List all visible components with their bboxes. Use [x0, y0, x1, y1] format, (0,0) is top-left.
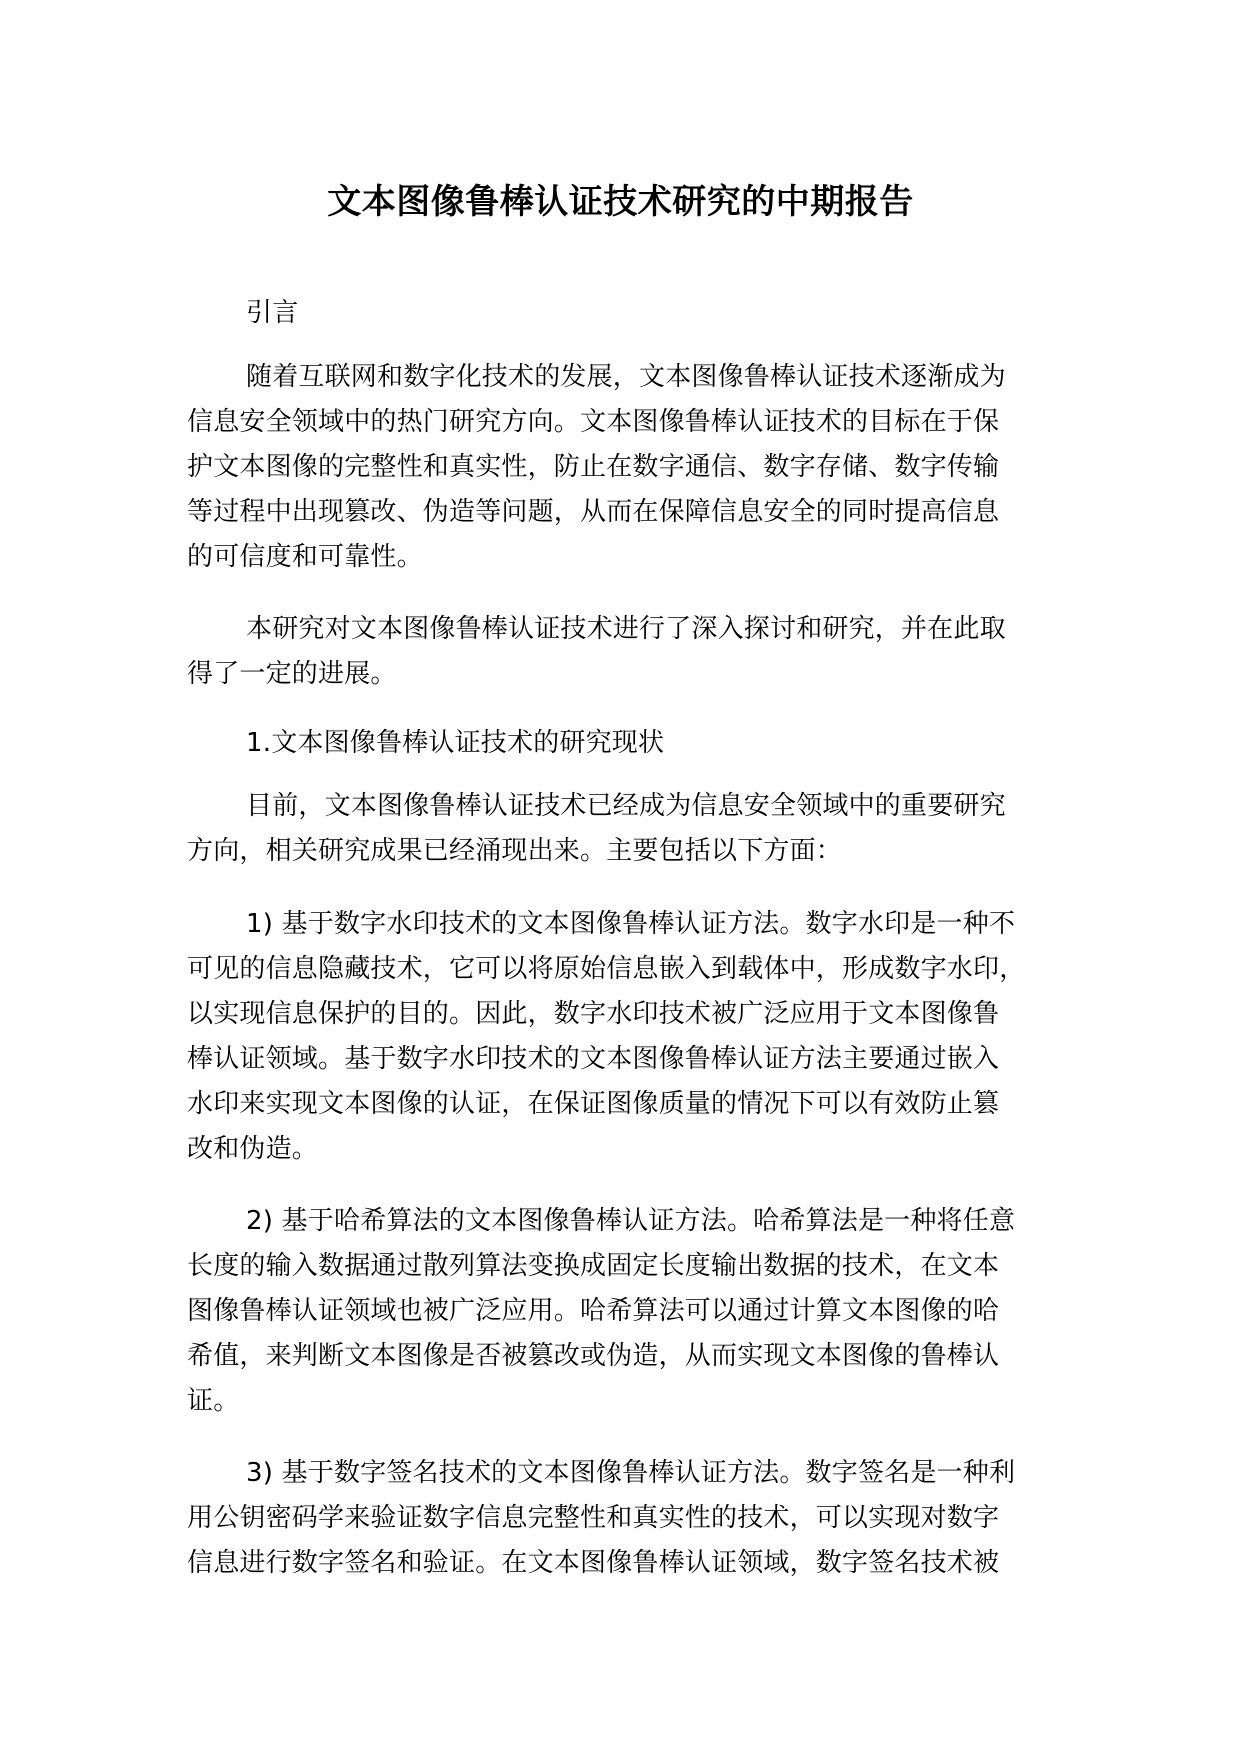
list-item-line: 用公钥密码学来验证数字信息完整性和真实性的技术，可以实现对数字: [187, 1503, 1000, 1533]
list-item-line: 棒认证领域。基于数字水印技术的文本图像鲁棒认证方法主要通过嵌入: [187, 1044, 1000, 1074]
list-item-line: 证。: [187, 1386, 240, 1416]
list-item-line: 可见的信息隐藏技术，它可以将原始信息嵌入到载体中，形成数字水印，: [187, 954, 1026, 984]
list-item-line: 3) 基于数字签名技术的文本图像鲁棒认证方法。数字签名是一种利: [246, 1458, 1016, 1488]
paragraph-line: 随着互联网和数字化技术的发展，文本图像鲁棒认证技术逐渐成为: [246, 362, 1006, 392]
paragraph-line: 得了一定的进展。: [187, 659, 397, 689]
list-item-line: 以实现信息保护的目的。因此，数字水印技术被广泛应用于文本图像鲁: [187, 999, 1000, 1029]
list-item-line: 希值，来判断文本图像是否被篡改或伪造，从而实现文本图像的鲁棒认: [187, 1341, 1000, 1371]
paragraph-line: 的可信度和可靠性。: [187, 542, 423, 572]
paragraph-line: 等过程中出现篡改、伪造等问题，从而在保障信息安全的同时提高信息: [187, 497, 1000, 527]
list-item-line: 改和伪造。: [187, 1134, 319, 1164]
section-heading: 1.文本图像鲁棒认证技术的研究现状: [246, 728, 665, 758]
list-item-line: 信息进行数字签名和验证。在文本图像鲁棒认证领域，数字签名技术被: [187, 1548, 1000, 1578]
paragraph-line: 目前，文本图像鲁棒认证技术已经成为信息安全领域中的重要研究: [246, 791, 1006, 821]
paragraph-line: 本研究对文本图像鲁棒认证技术进行了深入探讨和研究，并在此取: [246, 614, 1006, 644]
list-item-line: 水印来实现文本图像的认证，在保证图像质量的情况下可以有效防止篡: [187, 1089, 1000, 1119]
paragraph-line: 信息安全领域中的热门研究方向。文本图像鲁棒认证技术的目标在于保: [187, 407, 1000, 437]
paragraph-line: 方向，相关研究成果已经涌现出来。主要包括以下方面：: [187, 836, 843, 866]
intro-heading: 引言: [246, 298, 299, 328]
paragraph-line: 护文本图像的完整性和真实性，防止在数字通信、数字存储、数字传输: [187, 452, 1000, 482]
list-item-line: 长度的输入数据通过散列算法变换成固定长度输出数据的技术，在文本: [187, 1251, 1000, 1281]
list-item-line: 2) 基于哈希算法的文本图像鲁棒认证方法。哈希算法是一种将任意: [246, 1206, 1016, 1236]
list-item-line: 图像鲁棒认证领域也被广泛应用。哈希算法可以通过计算文本图像的哈: [187, 1296, 1000, 1326]
document-title: 文本图像鲁棒认证技术研究的中期报告: [327, 182, 914, 222]
list-item-line: 1) 基于数字水印技术的文本图像鲁棒认证方法。数字水印是一种不: [246, 909, 1016, 939]
